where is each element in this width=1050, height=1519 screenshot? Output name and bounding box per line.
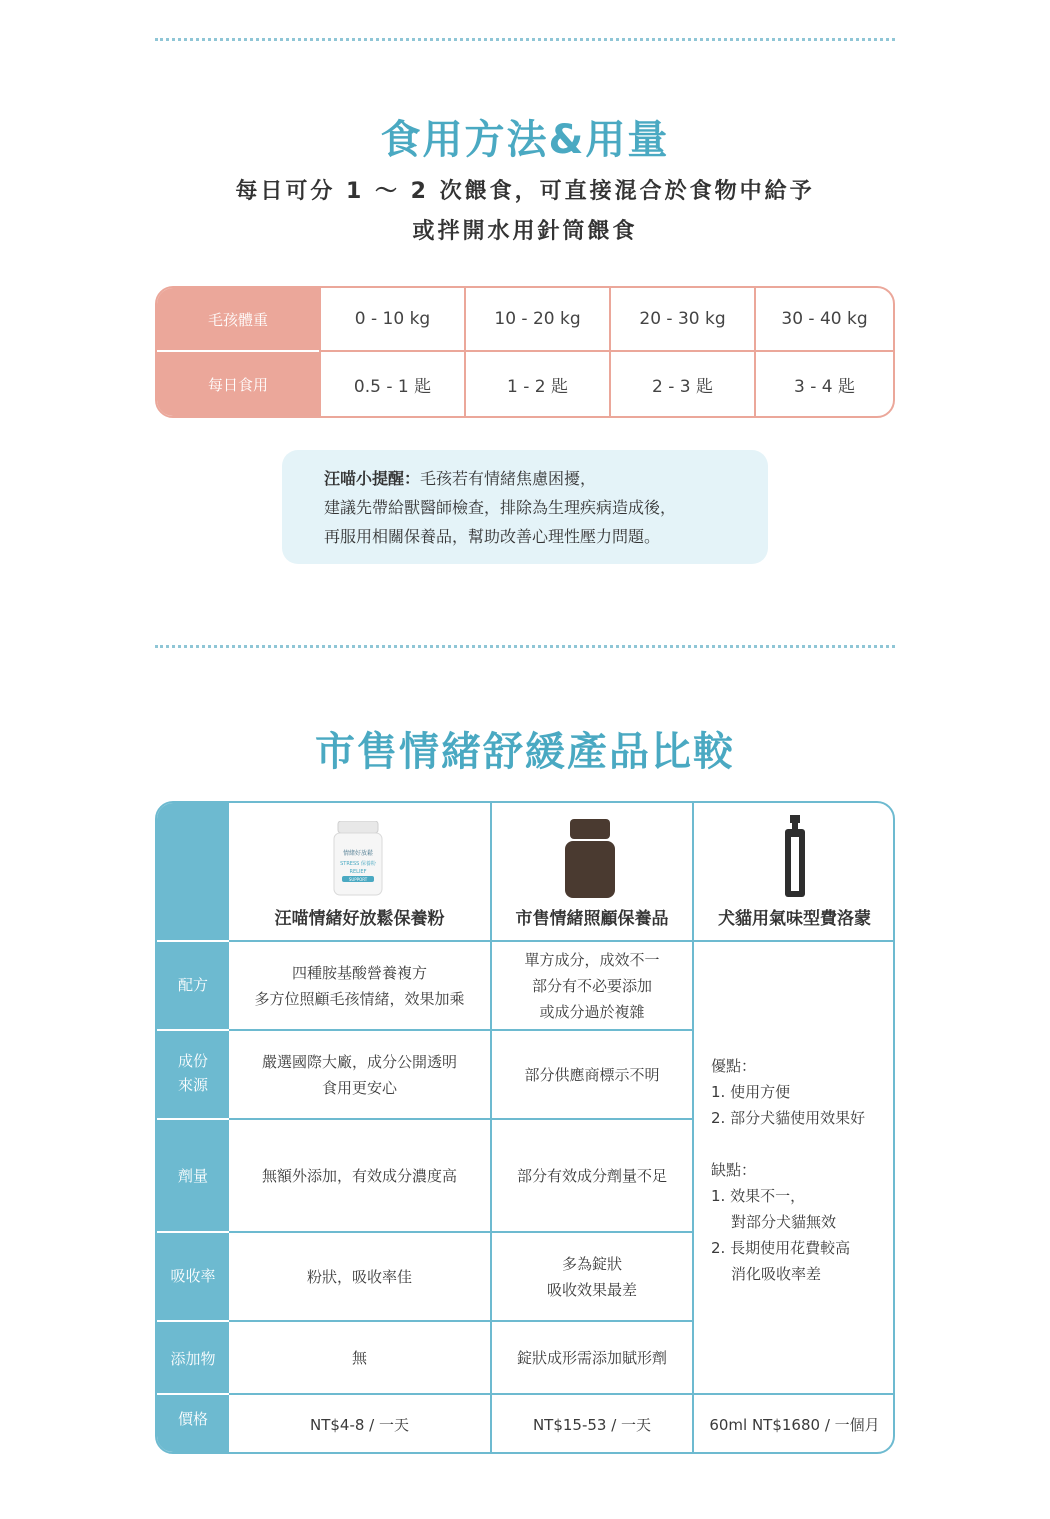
label-divider: [157, 940, 229, 942]
row-label-dose: 劑量: [177, 1167, 208, 1185]
cell-additive-p2: [492, 1322, 692, 1393]
tip-line3: 再服用相關保養品，幫助改善心理性壓力問題。: [324, 527, 661, 546]
dosage-amount-cell: 3 - 4 匙: [754, 352, 893, 416]
dosage-amount-cell: 1 - 2 匙: [464, 352, 609, 416]
cell-text: 部分有效成分劑量不足: [516, 1166, 667, 1185]
row-label-price: 價格: [177, 1410, 208, 1428]
jar-label-line1: 情緒好放鬆: [342, 850, 374, 857]
cell-text: 四種胺基酸營養複方: [291, 963, 427, 982]
column-divider: [692, 803, 694, 1454]
usage-subtitle-line2: 或拌開水用針筒餵食: [412, 219, 638, 244]
cell-price-p2: [492, 1395, 692, 1454]
pro-item: 2. 部分犬貓使用效果好: [711, 1109, 866, 1127]
jar-label-line4: SUPPORT: [348, 877, 368, 882]
cell-text: 錠狀成形需添加賦形劑: [516, 1348, 667, 1367]
cell-text: 部分供應商標示不明: [524, 1065, 660, 1084]
row-label-source-1: 成份: [177, 1052, 208, 1070]
tip-line2: 建議先帶給獸醫師檢查，排除為生理疾病造成後，: [324, 498, 677, 517]
cell-text: 部分有不必要添加: [531, 976, 652, 995]
label-divider: [157, 1029, 229, 1031]
product-name-wangmiao: 汪喵情緒好放鬆保養粉: [274, 909, 445, 929]
dosage-amount-header: 每日食用: [157, 352, 319, 416]
cell-additive-p1: [229, 1322, 490, 1393]
cell-absorb-p1: [229, 1233, 490, 1320]
cell-text: 多方位照顧毛孩情緒，效果加乘: [254, 989, 465, 1008]
con-item: 2. 長期使用花費較高: [711, 1239, 851, 1257]
dotted-divider-middle: [155, 645, 895, 648]
cell-formula-p2: [492, 942, 692, 1029]
dosage-amount-cell: 2 - 3 匙: [609, 352, 754, 416]
dotted-divider-top: [155, 38, 895, 41]
cell-price-p1: [229, 1395, 490, 1454]
pros-title: 優點：: [711, 1057, 757, 1075]
dosage-weight-header: 毛孩體重: [157, 288, 319, 352]
dosage-table: [155, 286, 895, 418]
cell-text: 多為錠狀: [561, 1254, 622, 1273]
cons-title: 缺點：: [711, 1161, 757, 1179]
cell-text: 無: [351, 1348, 367, 1367]
label-divider: [157, 1118, 229, 1120]
label-divider: [157, 1320, 229, 1322]
usage-title: 食用方法&用量: [380, 117, 670, 163]
row-label-formula: 配方: [177, 976, 208, 994]
row-label-absorb: 吸收率: [170, 1267, 216, 1285]
jar-label-line3: RELIEF: [349, 869, 367, 875]
cell-text: 食用更安心: [321, 1078, 397, 1097]
tip-label: 汪喵小提醒：: [324, 469, 421, 488]
tip-line1: 毛孩若有情緒焦慮困擾，: [420, 469, 597, 488]
cell-text: 嚴選國際大廠，成分公開透明: [261, 1052, 457, 1071]
cell-text: 單方成分，成效不一: [524, 950, 660, 969]
dosage-weight-cell: 10 - 20 kg: [464, 288, 609, 352]
dosage-weight-cell: 0 - 10 kg: [319, 288, 464, 352]
cell-dose-p2: [492, 1120, 692, 1231]
cell-dose-p1: [229, 1120, 490, 1231]
dosage-amount-cell: 0.5 - 1 匙: [319, 352, 464, 416]
product-name-market: 市售情緒照顧保養品: [515, 909, 669, 929]
cell-price-p3: [694, 1395, 895, 1454]
cell-source-p1: [229, 1031, 490, 1118]
con-item-cont: 消化吸收率差: [731, 1265, 822, 1283]
cell-text: NT$15-53 / 一天: [532, 1415, 652, 1434]
cell-absorb-p2: [492, 1233, 692, 1320]
row-label-additive: 添加物: [170, 1350, 216, 1368]
cell-text: NT$4-8 / 一天: [309, 1415, 410, 1434]
cell-pheromone-pros-cons: [711, 1053, 895, 1287]
cell-text: 無額外添加，有效成分濃度高: [261, 1166, 457, 1185]
comparison-table: [155, 801, 895, 1454]
dosage-weight-cell: 30 - 40 kg: [754, 288, 893, 352]
product-name-pheromone: 犬貓用氣味型費洛蒙: [718, 909, 871, 929]
cell-source-p2: [492, 1031, 692, 1118]
con-item: 1. 效果不一，: [711, 1187, 806, 1205]
jar-label-line2: STRESS 保養粉: [340, 861, 376, 867]
cell-text: 吸收效果最差: [546, 1280, 637, 1299]
cell-text: 粉狀，吸收率佳: [306, 1267, 412, 1286]
cell-formula-p1: [229, 942, 490, 1029]
usage-subtitle-line1: 每日可分 1 ～ 2 次餵食，可直接混合於食物中給予: [235, 179, 815, 204]
label-divider: [157, 1231, 229, 1233]
row-label-source-2: 來源: [177, 1076, 208, 1094]
product-jar-image: [332, 821, 384, 897]
compare-title: 市售情緒舒緩產品比較: [315, 729, 735, 775]
pheromone-diffuser-image: [783, 815, 807, 899]
cell-text: 60ml NT$1680 / 一個月: [709, 1415, 880, 1434]
label-divider: [157, 1393, 229, 1395]
tip-box: [282, 450, 768, 564]
cell-text: 或成分過於複雜: [539, 1002, 645, 1021]
con-item-cont: 對部分犬貓無效: [731, 1213, 837, 1231]
pro-item: 1. 使用方便: [711, 1083, 791, 1101]
dosage-weight-cell: 20 - 30 kg: [609, 288, 754, 352]
generic-supplement-bottle-image: [565, 819, 615, 899]
